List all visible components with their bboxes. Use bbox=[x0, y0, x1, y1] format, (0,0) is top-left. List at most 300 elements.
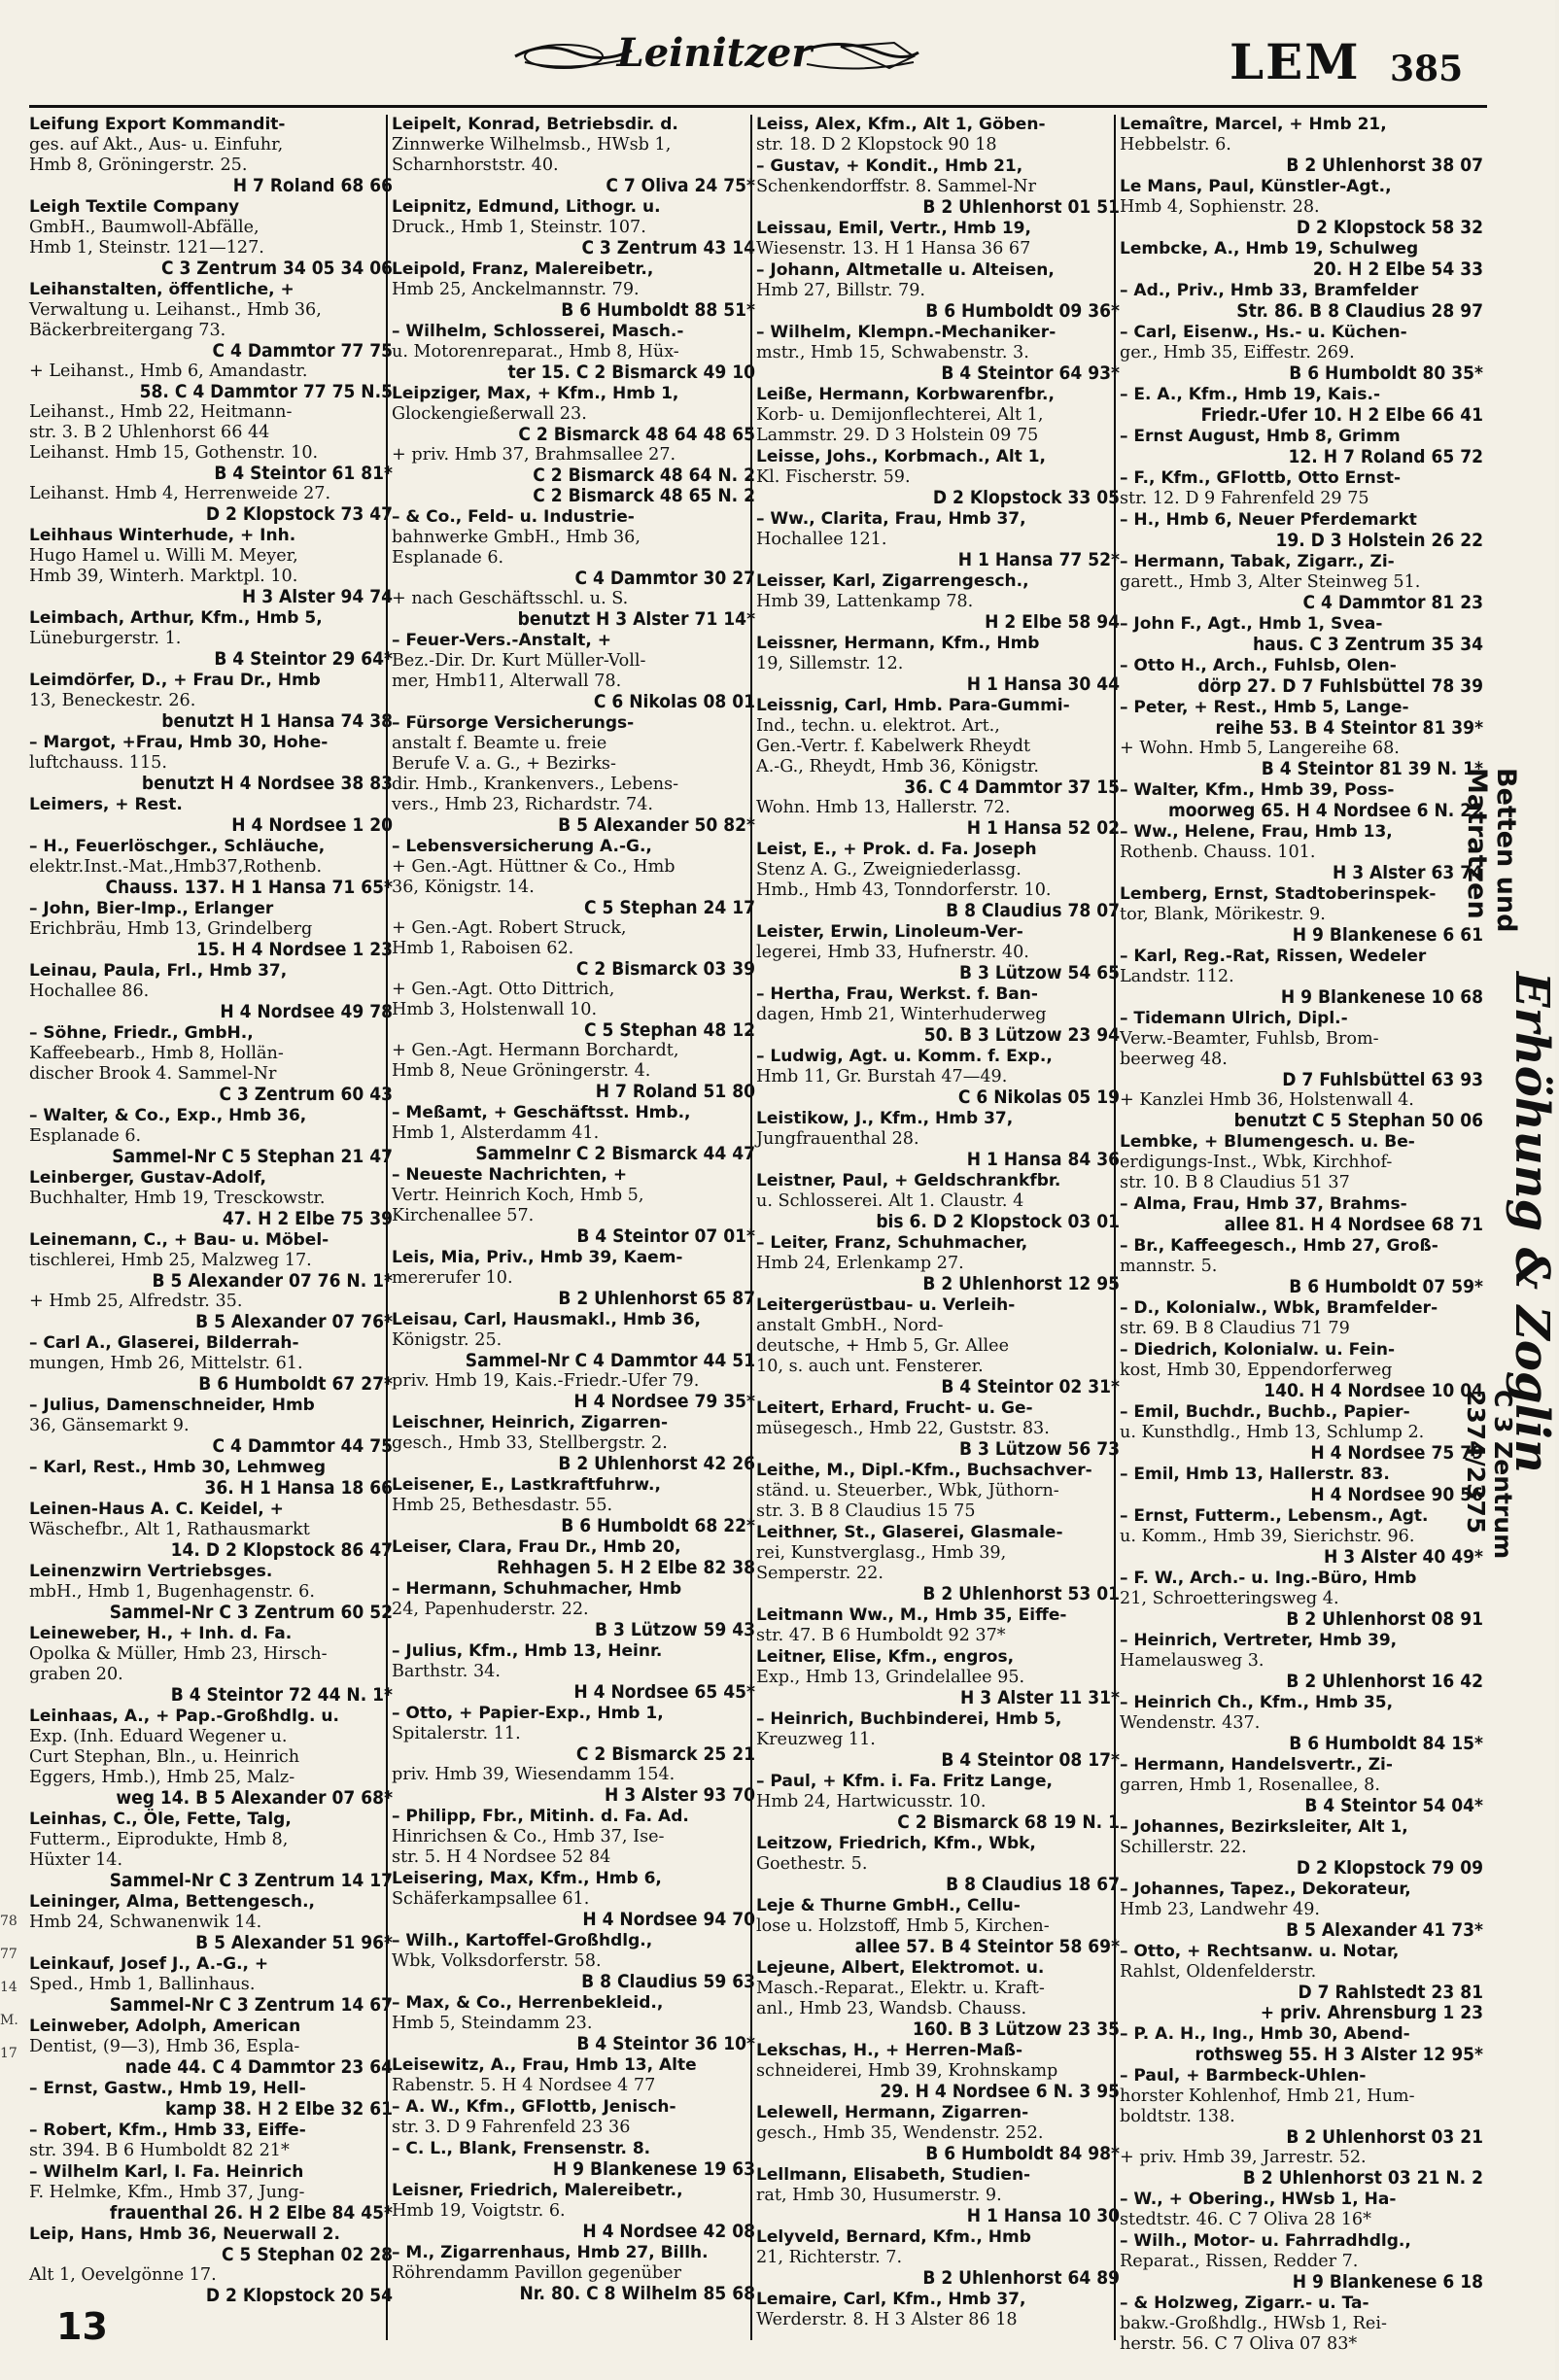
directory-entry bbox=[29, 1023, 397, 1105]
entry-phone-line: H 3 Alster 11 31* bbox=[960, 1687, 1120, 1708]
entry-text-line: + Leihanst., Hmb 6, Amandastr. bbox=[29, 362, 308, 381]
directory-entry bbox=[1120, 239, 1487, 280]
directory-entry bbox=[29, 671, 397, 732]
entry-text-line: Schäferkampsallee 61. bbox=[392, 1889, 590, 1909]
entry-phone-line: B 4 Steintor 02 31* bbox=[941, 1376, 1120, 1397]
entry-name-line: Leinkauf, Josef J., A.-G., + bbox=[29, 1954, 269, 1974]
entry-phone-line: Sammel-Nr C 4 Dammtor 44 51 bbox=[465, 1350, 755, 1371]
entry-text-line: deutsche, + Hmb 5, Gr. Allee bbox=[756, 1336, 1009, 1356]
ad-phone-exchange: C 3 Zentrum bbox=[1489, 1390, 1517, 1560]
entry-text-line: Röhrendamm Pavillon gegenüber bbox=[392, 2263, 682, 2283]
entry-phone-line: H 7 Roland 68 66 bbox=[232, 175, 393, 196]
directory-entry bbox=[1120, 510, 1487, 551]
entry-text-line: Hmb 8, Gröningerstr. 25. bbox=[29, 155, 248, 175]
entry-phone-line: C 2 Bismarck 48 64 48 65 bbox=[518, 424, 755, 445]
directory-entry bbox=[392, 1641, 759, 1703]
directory-entry bbox=[1120, 2066, 1487, 2189]
entry-name-line: Le Mans, Paul, Künstler-Agt., bbox=[1120, 177, 1392, 196]
entry-text-line: + Gen.-Agt. Hüttner & Co., Hmb bbox=[392, 857, 676, 877]
entry-phone-line: H 7 Roland 51 80 bbox=[595, 1081, 755, 1102]
entry-phone-line: B 3 Lützow 56 73 bbox=[959, 1438, 1120, 1460]
header-rule bbox=[29, 105, 1487, 108]
entry-phone-line: B 4 Steintor 61 81* bbox=[214, 463, 393, 484]
entry-phone-line: 12. H 7 Roland 65 72 bbox=[1288, 446, 1483, 467]
left-edge-fragments bbox=[0, 1905, 16, 2294]
entry-phone-line: B 8 Claudius 18 67 bbox=[946, 1874, 1120, 1895]
directory-entry bbox=[29, 733, 397, 794]
entry-phone-line: H 4 Nordsee 42 08 bbox=[582, 2221, 755, 2242]
entry-phone-line: H 1 Hansa 30 44 bbox=[966, 673, 1120, 695]
entry-phone-line: B 6 Humboldt 88 51* bbox=[561, 299, 755, 321]
entry-text-line: Hmb 24, Hartwicusstr. 10. bbox=[756, 1792, 987, 1811]
entry-name-line: – P. A. H., Ing., Hmb 30, Abend- bbox=[1120, 2024, 1410, 2044]
entry-text-line: Exp., Hmb 13, Grindelallee 95. bbox=[756, 1668, 1025, 1687]
entry-phone-line: H 1 Hansa 10 30 bbox=[966, 2205, 1120, 2226]
entry-name-line: – Walter, Kfm., Hmb 39, Poss- bbox=[1120, 780, 1395, 800]
entry-name-line: – Carl A., Glaserei, Bilderrah- bbox=[29, 1333, 299, 1353]
entry-name-line: – Walter, & Co., Exp., Hmb 36, bbox=[29, 1106, 307, 1125]
entry-name-line: – Alma, Frau, Hmb 37, Brahms- bbox=[1120, 1194, 1407, 1214]
entry-phone-line: H 9 Blankenese 6 18 bbox=[1292, 2271, 1483, 2293]
directory-entry bbox=[756, 115, 1124, 155]
entry-text-line: Landstr. 112. bbox=[1120, 967, 1234, 986]
entry-phone-line: 58. C 4 Dammtor 77 75 N.5 bbox=[139, 381, 393, 402]
entry-name-line: – Emil, Hmb 13, Hallerstr. 83. bbox=[1120, 1465, 1390, 1484]
entry-phone-line: H 2 Elbe 58 94 bbox=[985, 611, 1120, 633]
directory-entry bbox=[1120, 1465, 1487, 1505]
entry-text-line: str. 69. B 8 Claudius 71 79 bbox=[1120, 1319, 1350, 1338]
entry-phone-line: H 1 Hansa 52 02 bbox=[966, 817, 1120, 839]
entry-name-line: Leinhaas, A., + Pap.-Großhdlg. u. bbox=[29, 1707, 339, 1726]
entry-phone-line: B 4 Steintor 08 17* bbox=[941, 1749, 1120, 1771]
entry-text-line: tischlerei, Hmb 25, Malzweg 17. bbox=[29, 1251, 312, 1270]
entry-name-line: – Ad., Priv., Hmb 33, Bramfelder bbox=[1120, 281, 1419, 300]
entry-phone-line: moorweg 65. H 4 Nordsee 6 N. 22 bbox=[1167, 800, 1483, 821]
entry-name-line: – Meßamt, + Geschäftsst. Hmb., bbox=[392, 1103, 691, 1122]
entry-phone-line: B 3 Lützow 59 43 bbox=[595, 1619, 755, 1640]
entry-name-line: – Emil, Buchdr., Buchb., Papier- bbox=[1120, 1402, 1410, 1422]
entry-phone-line: Sammel-Nr C 3 Zentrum 14 67 bbox=[109, 1994, 393, 2016]
entry-name-line: – Heinrich Ch., Kfm., Hmb 35, bbox=[1120, 1693, 1394, 1712]
directory-entry bbox=[392, 259, 759, 321]
page-title: LEM bbox=[1230, 33, 1361, 90]
directory-entry bbox=[1120, 2231, 1487, 2293]
entry-name-line: – Ernst August, Hmb 8, Grimm bbox=[1120, 427, 1401, 446]
entry-name-line: Leitner, Elise, Kfm., engros, bbox=[756, 1647, 1015, 1667]
entry-name-line: – Ww., Clarita, Frau, Hmb 37, bbox=[756, 509, 1026, 529]
entry-text-line: graben 20. bbox=[29, 1665, 123, 1684]
entry-text-line: mannstr. 5. bbox=[1120, 1257, 1218, 1276]
entry-name-line: – Gustav, + Kondit., Hmb 21, bbox=[756, 156, 1023, 176]
entry-text-line: beerweg 48. bbox=[1120, 1050, 1228, 1069]
entry-name-line: – C. L., Blank, Frensenstr. 8. bbox=[392, 2139, 651, 2158]
entry-name-line: Leinenzwirn Vertriebsges. bbox=[29, 1562, 273, 1581]
entry-text-line: rat, Hmb 30, Husumerstr. 9. bbox=[756, 2186, 1002, 2205]
directory-entry bbox=[29, 1168, 397, 1229]
entry-text-line: str. 12. D 9 Fahrenfeld 29 75 bbox=[1120, 489, 1369, 508]
entry-text-line: gesch., Hmb 35, Wendenstr. 252. bbox=[756, 2123, 1044, 2143]
entry-text-line: str. 3. B 8 Claudius 15 75 bbox=[756, 1501, 976, 1521]
entry-name-line: Leimdörfer, D., + Frau Dr., Hmb bbox=[29, 671, 321, 690]
directory-entry bbox=[1120, 1880, 1487, 1941]
entry-name-line: Leissner, Hermann, Kfm., Hmb bbox=[756, 634, 1040, 653]
directory-entry bbox=[392, 2181, 759, 2242]
entry-name-line: – Neueste Nachrichten, + bbox=[392, 1165, 628, 1185]
entry-text-line: + priv. Hmb 37, Brahmsallee 27. bbox=[392, 445, 676, 465]
entry-phone-line: nade 44. C 4 Dammtor 23 64 bbox=[124, 2056, 393, 2078]
entry-phone-line: D 2 Klopstock 79 09 bbox=[1296, 1857, 1483, 1879]
entry-phone-line: dörp 27. D 7 Fuhlsbüttel 78 39 bbox=[1197, 675, 1483, 697]
entry-text-line: priv. Hmb 19, Kais.-Friedr.-Ufer 79. bbox=[392, 1371, 700, 1391]
entry-phone-line: 47. H 2 Elbe 75 39 bbox=[222, 1208, 393, 1229]
directory-entry bbox=[29, 2121, 397, 2161]
page-header bbox=[0, 0, 1555, 107]
directory-entry bbox=[392, 197, 759, 259]
entry-phone-line: C 7 Oliva 24 75* bbox=[606, 175, 755, 196]
directory-entry bbox=[29, 1500, 397, 1561]
entry-text-line: + nach Geschäftsschl. u. S. bbox=[392, 589, 629, 608]
entry-text-line: mbH., Hmb 1, Bugenhagenstr. 6. bbox=[29, 1582, 315, 1602]
entry-name-line: – Fürsorge Versicherungs- bbox=[392, 713, 635, 733]
directory-entry bbox=[392, 1807, 759, 1868]
entry-name-line: Leitergerüstbau- u. Verleih- bbox=[756, 1295, 1016, 1315]
entry-name-line: – Paul, + Barmbeck-Uhlen- bbox=[1120, 2066, 1367, 2086]
entry-phone-line: B 6 Humboldt 09 36* bbox=[925, 300, 1120, 322]
directory-entry bbox=[1120, 1132, 1487, 1193]
entry-phone-line: Sammel-Nr C 5 Stephan 21 47 bbox=[112, 1146, 393, 1167]
entry-name-line: Leisner, Friedrich, Malereibetr., bbox=[392, 2181, 683, 2200]
entry-phone-line: C 3 Zentrum 43 14 bbox=[581, 237, 755, 259]
directory-entry bbox=[756, 1709, 1124, 1771]
directory-entry bbox=[29, 837, 397, 898]
entry-phone-line: 19. D 3 Holstein 26 22 bbox=[1275, 530, 1483, 551]
edge-fragment: 77 bbox=[0, 1947, 17, 1962]
entry-phone-line: C 4 Dammtor 44 75 bbox=[212, 1435, 393, 1457]
entry-text-line: A.-G., Rheydt, Hmb 36, Königstr. bbox=[756, 757, 1040, 776]
edge-fragment: 14 bbox=[0, 1980, 17, 1995]
entry-phone-line: B 5 Alexander 07 76* bbox=[195, 1311, 393, 1332]
directory-entry bbox=[756, 323, 1124, 384]
entry-phone-line: B 5 Alexander 07 76 N. 1* bbox=[152, 1270, 393, 1292]
entry-text-line: Kirchenallee 57. bbox=[392, 1206, 535, 1225]
directory-entry bbox=[29, 1810, 397, 1891]
entry-text-line: rei, Kunstverglasg., Hmb 39, bbox=[756, 1543, 1007, 1563]
entry-text-line: Hmb 11, Gr. Burstah 47—49. bbox=[756, 1067, 1008, 1087]
directory-column-1 bbox=[29, 115, 397, 2306]
entry-text-line: Gen.-Vertr. f. Kabelwerk Rheydt bbox=[756, 737, 1031, 756]
entry-name-line: – H., Feuerlöschger., Schläuche, bbox=[29, 837, 326, 856]
entry-name-line: Leipold, Franz, Malereibetr., bbox=[392, 259, 654, 279]
directory-entry bbox=[29, 961, 397, 1022]
directory-entry bbox=[756, 1398, 1124, 1460]
entry-text-line: str. 3. B 2 Uhlenhorst 66 44 bbox=[29, 423, 270, 442]
entry-phone-line: B 4 Steintor 72 44 N. 1* bbox=[170, 1684, 393, 1706]
entry-phone-line: bis 6. D 2 Klopstock 03 01 bbox=[876, 1211, 1120, 1232]
entry-text-line: Exp. (Inh. Eduard Wegener u. bbox=[29, 1727, 288, 1746]
entry-name-line: Leipziger, Max, + Kfm., Hmb 1, bbox=[392, 384, 679, 403]
entry-text-line: Bäckerbreitergang 73. bbox=[29, 321, 226, 340]
entry-phone-line: H 9 Blankenese 6 61 bbox=[1292, 924, 1483, 946]
entry-name-line: – Robert, Kfm., Hmb 33, Eiffe- bbox=[29, 2121, 306, 2140]
directory-entry bbox=[756, 1109, 1124, 1170]
entry-text-line: Spitalerstr. 11. bbox=[392, 1724, 521, 1743]
entry-name-line: – Heinrich, Vertreter, Hmb 39, bbox=[1120, 1631, 1398, 1650]
entry-phone-line: D 7 Fuhlsbüttel 63 93 bbox=[1282, 1069, 1483, 1090]
entry-text-line: Hmb 19, Voigtstr. 6. bbox=[392, 2201, 566, 2221]
entry-phone-line: reihe 53. B 4 Steintor 81 39* bbox=[1215, 717, 1483, 739]
entry-phone-line: C 4 Dammtor 30 27 bbox=[574, 568, 755, 589]
directory-entry bbox=[29, 1333, 397, 1395]
entry-phone-line: B 5 Alexander 51 96* bbox=[195, 1932, 393, 1953]
entry-name-line: – F., Kfm., GFlottb, Otto Ernst- bbox=[1120, 468, 1402, 488]
entry-text-line: 13, Beneckestr. 26. bbox=[29, 691, 196, 710]
entry-text-line: boldtstr. 138. bbox=[1120, 2107, 1235, 2126]
directory-entry bbox=[392, 507, 759, 630]
ad-line-1: Betten und bbox=[1491, 768, 1521, 933]
entry-text-line: Glockengießerwall 23. bbox=[392, 404, 587, 424]
directory-entry bbox=[1120, 1569, 1487, 1630]
entry-phone-line: benutzt H 4 Nordsee 38 83 bbox=[141, 773, 393, 794]
directory-entry bbox=[1120, 2190, 1487, 2230]
entry-name-line: Lellmann, Elisabeth, Studien- bbox=[756, 2165, 1031, 2185]
entry-name-line: Lembcke, A., Hmb 19, Schulweg bbox=[1120, 239, 1419, 259]
entry-name-line: – Hertha, Frau, Werkst. f. Ban- bbox=[756, 984, 1038, 1004]
entry-phone-line: H 3 Alster 63 74 bbox=[1332, 862, 1483, 883]
entry-name-line: – Wilh., Motor- u. Fahrradhdlg., bbox=[1120, 2231, 1411, 2251]
entry-text-line: Vertr. Heinrich Koch, Hmb 5, bbox=[392, 1186, 644, 1205]
entry-name-line: Leinhas, C., Öle, Fette, Talg, bbox=[29, 1810, 292, 1829]
entry-text-line: Opolka & Müller, Hmb 23, Hirsch- bbox=[29, 1644, 328, 1664]
entry-name-line: Leipelt, Konrad, Betriebsdir. d. bbox=[392, 115, 678, 134]
entry-phone-line: B 6 Humboldt 68 22* bbox=[561, 1515, 755, 1536]
entry-text-line: mungen, Hmb 26, Mittelstr. 61. bbox=[29, 1354, 303, 1373]
entry-phone-line: frauenthal 26. H 2 Elbe 84 45* bbox=[109, 2202, 393, 2224]
directory-entry bbox=[392, 384, 759, 506]
entry-text-line: 36, Gänsemarkt 9. bbox=[29, 1416, 190, 1435]
entry-name-line: Leischner, Heinrich, Zigarren- bbox=[392, 1413, 669, 1432]
entry-name-line: – Peter, + Rest., Hmb 5, Lange- bbox=[1120, 698, 1409, 717]
entry-text-line: Goethestr. 5. bbox=[756, 1854, 868, 1874]
entry-text-line: Hmb 24, Schwanenwik 14. bbox=[29, 1913, 262, 1932]
directory-entry bbox=[392, 115, 759, 196]
entry-phone-line: B 6 Humboldt 84 15* bbox=[1289, 1733, 1483, 1754]
entry-phone-line: H 3 Alster 93 70 bbox=[604, 1784, 755, 1806]
entry-phone-line: B 6 Humboldt 67 27* bbox=[198, 1373, 393, 1395]
entry-name-line: Leifung Export Kommandit- bbox=[29, 115, 286, 134]
entry-name-line: Leithe, M., Dipl.-Kfm., Buchsachver- bbox=[756, 1461, 1092, 1480]
entry-phone-line: weg 14. B 5 Alexander 07 68* bbox=[116, 1787, 393, 1809]
decorative-ornament-icon bbox=[505, 23, 923, 84]
entry-text-line: 36, Königstr. 14. bbox=[392, 878, 535, 897]
directory-entry bbox=[1120, 115, 1487, 176]
entry-name-line: Leiser, Clara, Frau Dr., Hmb 20, bbox=[392, 1537, 681, 1557]
entry-name-line: – Otto, + Papier-Exp., Hmb 1, bbox=[392, 1704, 664, 1723]
directory-entry bbox=[29, 115, 397, 196]
entry-text-line: Sped., Hmb 1, Ballinhaus. bbox=[29, 1975, 256, 1994]
directory-entry bbox=[756, 1295, 1124, 1397]
entry-text-line: u. Kunsthdlg., Hmb 13, Schlump 2. bbox=[1120, 1423, 1425, 1442]
entry-text-line: Hinrichsen & Co., Hmb 37, Ise- bbox=[392, 1827, 665, 1846]
entry-text-line: Schenkendorffstr. 8. Sammel-Nr bbox=[756, 177, 1036, 196]
directory-entry bbox=[392, 1165, 759, 1247]
entry-text-line: 21, Richterstr. 7. bbox=[756, 2248, 903, 2267]
entry-text-line: GmbH., Baumwoll-Abfälle, bbox=[29, 218, 260, 237]
entry-text-line: dagen, Hmb 21, Winterhuderweg bbox=[756, 1005, 1047, 1024]
directory-entry bbox=[392, 631, 759, 712]
directory-entry bbox=[756, 2103, 1124, 2164]
directory-entry bbox=[756, 447, 1124, 508]
directory-entry bbox=[756, 219, 1124, 259]
entry-name-line: Lejeune, Albert, Elektromot. u. bbox=[756, 1958, 1045, 1978]
entry-text-line: Esplanade 6. bbox=[29, 1126, 142, 1146]
directory-entry bbox=[392, 713, 759, 836]
entry-name-line: – W., + Obering., HWsb 1, Ha- bbox=[1120, 2190, 1397, 2209]
entry-text-line: mer, Hmb11, Alterwall 78. bbox=[392, 672, 622, 691]
directory-entry bbox=[29, 1106, 397, 1167]
entry-phone-line: Sammelnr C 2 Bismarck 44 47 bbox=[475, 1143, 755, 1164]
entry-name-line: – Ernst, Gastw., Hmb 19, Hell- bbox=[29, 2079, 306, 2098]
entry-name-line: Leinau, Paula, Frl., Hmb 37, bbox=[29, 961, 288, 981]
entry-text-line: schneiderei, Hmb 39, Krohnskamp bbox=[756, 2061, 1058, 2081]
entry-phone-line: B 6 Humboldt 84 98* bbox=[925, 2143, 1120, 2164]
directory-entry bbox=[1120, 1755, 1487, 1816]
entry-text-line: stedtstr. 46. C 7 Oliva 28 16* bbox=[1120, 2210, 1371, 2229]
entry-name-line: Leis, Mia, Priv., Hmb 39, Kaem- bbox=[392, 1248, 683, 1267]
entry-name-line: – Br., Kaffeegesch., Hmb 27, Groß- bbox=[1120, 1236, 1438, 1256]
entry-name-line: – Ww., Helene, Frau, Hmb 13, bbox=[1120, 822, 1393, 842]
directory-entry bbox=[1120, 2024, 1487, 2065]
entry-phone-line: B 2 Uhlenhorst 01 51 bbox=[922, 196, 1120, 218]
entry-phone-line: B 4 Steintor 81 39 N. 1* bbox=[1261, 758, 1483, 779]
entry-text-line: 19, Sillemstr. 12. bbox=[756, 654, 904, 673]
directory-entry bbox=[756, 696, 1124, 839]
entry-text-line: gesch., Hmb 33, Stellbergstr. 2. bbox=[392, 1433, 668, 1453]
entry-phone-line: haus. C 3 Zentrum 35 34 bbox=[1252, 634, 1483, 655]
entry-phone-line: 29. H 4 Nordsee 6 N. 3 95 bbox=[880, 2081, 1120, 2102]
entry-phone-line: H 4 Nordsee 75 79 bbox=[1310, 1442, 1483, 1464]
directory-entry bbox=[1120, 1340, 1487, 1401]
entry-name-line: Lemaire, Carl, Kfm., Hmb 37, bbox=[756, 2290, 1026, 2309]
entry-text-line: Alt 1, Oevelgönne 17. bbox=[29, 2265, 217, 2285]
entry-text-line: garren, Hmb 1, Rosenallee, 8. bbox=[1120, 1776, 1380, 1795]
entry-phone-line: H 4 Nordsee 79 35* bbox=[573, 1391, 755, 1412]
entry-text-line: Hmb 23, Landwehr 49. bbox=[1120, 1900, 1321, 1919]
entry-text-line: str. 47. B 6 Humboldt 92 37* bbox=[756, 1626, 1006, 1645]
directory-entry bbox=[392, 1103, 759, 1164]
directory-entry bbox=[1120, 1194, 1487, 1235]
directory-entry bbox=[29, 526, 397, 607]
entry-name-line: – & Holzweg, Zigarr.- u. Ta- bbox=[1120, 2294, 1369, 2313]
entry-phone-line: B 2 Uhlenhorst 03 21 N. 2 bbox=[1242, 2167, 1483, 2189]
entry-text-line: Hmb 5, Steindamm 23. bbox=[392, 2014, 593, 2033]
entry-name-line: – Ernst, Futterm., Lebensm., Agt. bbox=[1120, 1506, 1429, 1526]
directory-entry bbox=[1120, 780, 1487, 821]
page-marker: 13 bbox=[56, 2305, 108, 2348]
entry-phone-line: C 3 Zentrum 34 05 34 06 bbox=[160, 258, 393, 279]
entry-phone-line: C 5 Stephan 48 12 bbox=[584, 1019, 755, 1041]
entry-phone-line: D 2 Klopstock 33 05 bbox=[932, 487, 1120, 508]
entry-text-line: garett., Hmb 3, Alter Steinweg 51. bbox=[1120, 572, 1421, 592]
entry-text-line: Wohn. Hmb 13, Hallerstr. 72. bbox=[756, 798, 1011, 817]
entry-name-line: Leisser, Karl, Zigarrengesch., bbox=[756, 571, 1029, 591]
entry-name-line: – Julius, Damenschneider, Hmb bbox=[29, 1396, 315, 1415]
entry-phone-line: C 4 Dammtor 77 75 bbox=[212, 340, 393, 362]
entry-name-line: Leinen-Haus A. C. Keidel, + bbox=[29, 1500, 284, 1519]
entry-phone-line: 50. B 3 Lützow 23 94 bbox=[923, 1024, 1120, 1046]
entry-text-line: bakw.-Großhdlg., HWsb 1, Rei- bbox=[1120, 2314, 1387, 2333]
entry-name-line: – Karl, Reg.-Rat, Rissen, Wedeler bbox=[1120, 947, 1427, 966]
entry-text-line: + Hmb 25, Alfredstr. 35. bbox=[29, 1292, 243, 1311]
edge-fragment: 78 bbox=[0, 1914, 17, 1929]
entry-text-line: Hmb 3, Holstenwall 10. bbox=[392, 1000, 598, 1019]
entry-phone-line: B 2 Uhlenhorst 64 89 bbox=[922, 2267, 1120, 2289]
entry-phone-line: B 2 Uhlenhorst 65 87 bbox=[558, 1288, 755, 1309]
directory-entry bbox=[392, 1704, 759, 1806]
entry-text-line: Barthstr. 34. bbox=[392, 1662, 501, 1681]
entry-name-line: Lemberg, Ernst, Stadtoberinspek- bbox=[1120, 884, 1437, 904]
directory-entry bbox=[29, 795, 397, 836]
entry-name-line: Leister, Erwin, Linoleum-Ver- bbox=[756, 922, 1023, 942]
directory-entry bbox=[1120, 1817, 1487, 1879]
directory-entry bbox=[392, 322, 759, 383]
entry-name-line: – Johannes, Bezirksleiter, Alt 1, bbox=[1120, 1817, 1408, 1837]
entry-text-line: Hmb 1, Alsterdamm 41. bbox=[392, 1123, 600, 1143]
entry-text-line: elektr.Inst.-Mat.,Hmb37,Rothenb. bbox=[29, 857, 323, 877]
directory-entry bbox=[756, 922, 1124, 983]
entry-text-line: 10, s. auch unt. Fensterer. bbox=[756, 1357, 984, 1376]
entry-text-line: Hmb 25, Bethesdastr. 55. bbox=[392, 1496, 613, 1515]
entry-text-line: Erichbräu, Hmb 13, Grindelberg bbox=[29, 919, 313, 939]
entry-text-line: Esplanade 6. bbox=[392, 548, 504, 568]
directory-entry bbox=[756, 1647, 1124, 1708]
entry-text-line: Hugo Hamel u. Willi M. Meyer, bbox=[29, 546, 298, 566]
entry-name-line: Lelewell, Hermann, Zigarren- bbox=[756, 2103, 1029, 2122]
directory-entry bbox=[1120, 1009, 1487, 1131]
entry-phone-line: B 4 Steintor 07 01* bbox=[576, 1225, 755, 1247]
entry-name-line: – A. W., Kfm., GFlottb, Jenisch- bbox=[392, 2097, 676, 2117]
entry-text-line: horster Kohlenhof, Hmb 21, Hum- bbox=[1120, 2087, 1415, 2106]
entry-phone-line: allee 57. B 4 Steintor 58 69* bbox=[854, 1936, 1120, 1957]
entry-text-line: Hüxter 14. bbox=[29, 1850, 123, 1870]
directory-entry bbox=[756, 1047, 1124, 1108]
entry-phone-line: + priv. Ahrensburg 1 23 bbox=[1260, 2002, 1483, 2023]
edge-fragment: M. bbox=[0, 2013, 18, 2028]
entry-phone-line: 36. H 1 Hansa 18 66 bbox=[204, 1477, 393, 1499]
entry-name-line: Leisering, Max, Kfm., Hmb 6, bbox=[392, 1869, 662, 1888]
entry-text-line: Futterm., Eiprodukte, Hmb 8, bbox=[29, 1830, 289, 1849]
entry-name-line: – Wilh., Kartoffel-Großhdlg., bbox=[392, 1931, 653, 1950]
entry-name-line: Lelyveld, Bernard, Kfm., Hmb bbox=[756, 2227, 1031, 2247]
entry-text-line: Wendenstr. 437. bbox=[1120, 1713, 1261, 1733]
entry-name-line: – D., Kolonialw., Wbk, Bramfelder- bbox=[1120, 1298, 1438, 1318]
entry-name-line: – Max, & Co., Herrenbekleid., bbox=[392, 1993, 664, 2013]
entry-phone-line: C 3 Zentrum 60 43 bbox=[219, 1084, 393, 1105]
side-advertisement bbox=[1458, 748, 1559, 1992]
entry-phone-line: C 5 Stephan 02 28 bbox=[222, 2244, 393, 2265]
directory-entry bbox=[1120, 1693, 1487, 1754]
entry-text-line: 24, Papenhuderstr. 22. bbox=[392, 1600, 589, 1619]
entry-text-line: legerei, Hmb 33, Hufnerstr. 40. bbox=[756, 943, 1029, 962]
entry-text-line: anstalt f. Beamte u. freie bbox=[392, 734, 607, 753]
entry-text-line: luftchauss. 115. bbox=[29, 753, 167, 773]
entry-phone-line: C 2 Bismarck 25 21 bbox=[575, 1743, 755, 1765]
entry-text-line: Kl. Fischerstr. 59. bbox=[756, 467, 911, 487]
entry-text-line: Curt Stephan, Bln., u. Heinrich bbox=[29, 1747, 300, 1767]
entry-name-line: – Hermann, Schuhmacher, Hmb bbox=[392, 1579, 682, 1599]
entry-text-line: Hmb 27, Billstr. 79. bbox=[756, 281, 926, 300]
entry-text-line: Hochallee 121. bbox=[756, 530, 887, 549]
entry-text-line: Eggers, Hmb.), Hmb 25, Malz- bbox=[29, 1768, 295, 1787]
